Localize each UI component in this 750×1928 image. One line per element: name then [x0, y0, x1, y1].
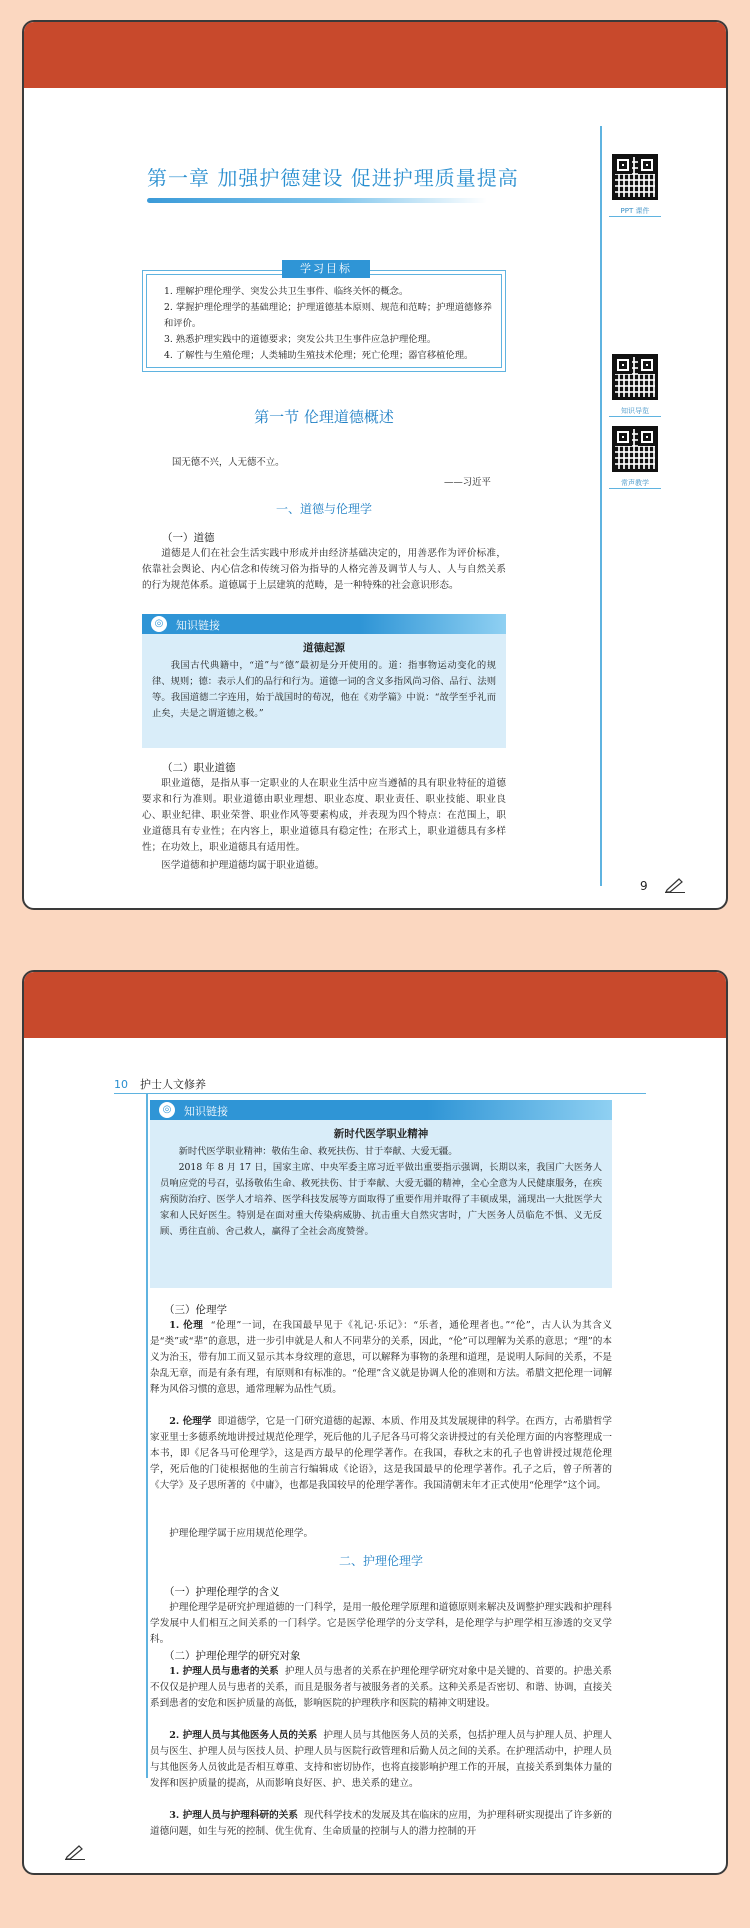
goal-item: 2. 掌握护理伦理学的基础理论；护理道德基本原则、规范和范畴；护理道德修养: [164, 302, 492, 313]
knowledge-link-text-1: 新时代医学职业精神：敬佑生命、救死扶伤、甘于奉献、大爱无疆。: [178, 1146, 458, 1157]
chapter-underline: [147, 198, 487, 203]
paragraph-nursing-ethics: 护理伦理学是研究护理道德的一门科学，是用一般伦理学原理和道德原则来解决及调整护理实践和护理科学发展中人们相互之间关系的一门科学。它是医学伦理学的分支学科，是伦理学与护理学相互渗透的交叉学科。: [150, 1602, 612, 1645]
subheading-professional-ethics: （二）职业道德: [162, 762, 236, 774]
subheading-nursing-ethics-meaning: （一）护理伦理学的含义: [164, 1586, 280, 1598]
running-page-number: 10: [114, 1078, 128, 1091]
qr-code-audio[interactable]: [612, 426, 658, 472]
page-number: 9: [640, 879, 648, 893]
pen-icon: [664, 877, 686, 893]
qr-caption-guide: 知识导览: [609, 406, 661, 417]
goal-item: 4. 了解性与生殖伦理；人类辅助生殖技术伦理；死亡伦理；器官移植伦理。: [164, 350, 474, 361]
lead-term: 3. 护理人员与护理科研的关系: [169, 1810, 299, 1821]
learning-goals-tag: 学习目标: [282, 260, 370, 278]
paragraph-body: 护理人员与患者的关系在护理伦理学研究对象中是关键的、首要的。护患关系不仅仅是护理人员与患者的关系，而且是服务者与被服务者的关系。这种关系是否密切、和谐、协调，直接关系到患者的安危和医护质量的高低，影响医院的护理秩序和医院的精神文明建设。: [150, 1666, 612, 1709]
subheading-research-object: （二）护理伦理学的研究对象: [164, 1650, 301, 1662]
qr-code-guide[interactable]: [612, 354, 658, 400]
subheading-morality: （一）道德: [162, 532, 215, 544]
paragraph-ethics-1: [150, 1318, 612, 1398]
knowledge-link-header: [142, 614, 506, 634]
epigraph-author: ——习近平: [444, 477, 491, 488]
goal-item: 1. 理解护理伦理学、突发公共卫生事件、临终关怀的概念。: [164, 286, 409, 297]
running-head: [114, 1076, 206, 1092]
paragraph-relation-patients: [150, 1664, 612, 1712]
margin-rule: [146, 1094, 148, 1778]
qr-caption-ppt: PPT 课件: [609, 206, 661, 217]
paragraph-morality: 道德是人们在社会生活实践中形成并由经济基础决定的，用善恶作为评价标准，依靠社会舆论、内心信念和传统习俗为指导的人格完善及调节人与人、人与自然关系的行为规范体系。道德属于上层建筑的范畴，是一种特殊的社会意识形态。: [142, 548, 506, 591]
running-book-title: 护士人文修养: [140, 1078, 206, 1091]
paragraph-body: 现代科学技术的发展及其在临床的应用，为护理科研实现提出了许多新的道德问题，如生与死的控制、优生优育、生命质量的控制与人的潜力控制的开: [150, 1810, 612, 1837]
knowledge-link-box: [150, 1100, 612, 1288]
page-header-band: [24, 972, 726, 1038]
paragraph-body: 即道德学，它是一门研究道德的起源、本质、作用及其发展规律的科学。在西方，古希腊哲学家亚里士多德系统地讲授过规范伦理学，死后他的儿子尼各马可将父亲讲授过的有关伦理方面的内容整理成一本书，即《尼各马可伦理学》，这是西方最早的伦理学著作。在我国，春秋之末的孔子也曾讲授过规范伦理学，死后他的门徒根据他的生前言行编辑成《论语》，这是我国最早的伦理学著作。孔子之后，曾子所著的《大学》及子思所著的《中庸》，也都是我国较早的伦理学著作。我国清朝末年才正式使用“伦理学”这个词。: [150, 1416, 612, 1491]
knowledge-link-text: 我国古代典籍中，“道”与“德”最初是分开使用的。道：指事物运动变化的规律、规则；德：表示人们的品行和行为。道德一词的含义多指风尚习俗、品行、法则等。我国道德二字连用，始于战国时的荀况，他在《劝学篇》中说：“故学至乎礼而止矣，夫是之谓道德之极。”: [152, 660, 496, 719]
link-badge-icon: ◎: [158, 1101, 176, 1119]
paragraph-ethics-2: [150, 1414, 612, 1494]
goal-item: 和评价。: [164, 318, 202, 329]
knowledge-link-text-2: 2018 年 8 月 17 日，国家主席、中央军委主席习近平做出重要指示强调，长期以来，我国广大医务人员响应党的号召，弘扬敬佑生命、救死扶伤、甘于奉献、大爱无疆的精神，全心全意为人民健康服务，在疾病预防治疗、医学人才培养、医学科技发展等方面取得了重要作用并取得了丰硕成果，涌现出一大批医学大家和人民好医生。特别是在面对重大传染病威胁、抗击重大自然灾害时，广大医务人员临危不惧、义无反顾、勇往直前、舍己救人，赢得了全社会高度赞誉。: [160, 1162, 602, 1237]
page-10: [22, 970, 728, 1875]
learning-goals-list: [164, 284, 494, 364]
lead-term: 2. 护理人员与其他医务人员的关系: [169, 1730, 318, 1741]
heading-morality-ethics: 一、道德与伦理学: [275, 502, 372, 516]
subheading-ethics: （三）伦理学: [164, 1304, 227, 1316]
qr-caption-audio: 常声教学: [609, 478, 661, 489]
goal-item: 3. 熟悉护理实践中的道德要求；突发公共卫生事件应急护理伦理。: [164, 334, 437, 345]
pen-icon: [64, 1844, 86, 1860]
page-header-band: [24, 22, 726, 88]
knowledge-link-box: [142, 614, 506, 748]
paragraph-ethics-3: 护理伦理学属于应用规范伦理学。: [169, 1528, 314, 1539]
page-9: [22, 20, 728, 910]
paragraph-medical-ethics: 医学道德和护理道德均属于职业道德。: [161, 860, 325, 871]
knowledge-link-header: [150, 1100, 612, 1120]
paragraph-body: “伦理”一词，在我国最早见于《礼记·乐记》：“乐者，通伦理者也。”“伦”，古人认为其含义是“类”或“辈”的意思，进一步引申就是人和人不同辈分的关系，因此，“伦”可以理解为关系的意思；“理”的本义为治玉，带有加工而又显示其本身纹理的意思，可以解释为事物的条理和道理，是说明人际间的关系，不是杂乱无章，而是有条有理，有原则和有标准的。“伦理”含义就是协调人伦的准则和方法。希腊文把伦理一词解释为风俗习惯的意思，通常理解为品性气质。: [150, 1320, 612, 1395]
qr-code-ppt[interactable]: [612, 154, 658, 200]
paragraph-professional-ethics: 职业道德，是指从事一定职业的人在职业生活中应当遵循的具有职业特征的道德要求和行为准则。职业道德由职业理想、职业态度、职业责任、职业技能、职业良心、职业纪律、职业荣誉、职业作风等要素构成，并表现为四个特点：在范围上，职业道德具有专业性；在内容上，职业道德具有稳定性；在形式上，职业道德具有多样性；在功效上，职业道德具有适用性。: [142, 778, 506, 853]
paragraph-body: 护理人员与其他医务人员的关系，包括护理人员与护理人员、护理人员与医生、护理人员与医技人员、护理人员与医院行政管理和后勤人员之间的关系。在护理活动中，护理人员与其他医务人员彼此是否相互尊重、支持和密切协作，也将直接影响护理工作的开展，直接关系到集体力量的发挥和医护质量的提高，从而影响良好医、护、患关系的建立。: [150, 1730, 613, 1789]
section-title: 第一节 伦理道德概述: [254, 408, 394, 426]
knowledge-link-label: 知识链接: [176, 619, 220, 632]
paragraph-relation-research: [150, 1808, 612, 1840]
lead-term: 1. 伦理: [169, 1320, 204, 1331]
link-badge-icon: ◎: [150, 615, 168, 633]
paragraph-relation-staff: [150, 1728, 612, 1792]
chapter-title: 第一章 加强护德建设 促进护理质量提高: [147, 166, 519, 190]
knowledge-link-title: 道德起源: [303, 642, 345, 654]
knowledge-link-title: 新时代医学职业精神: [333, 1128, 429, 1140]
heading-nursing-ethics: 二、护理伦理学: [338, 1554, 423, 1568]
lead-term: 2. 伦理学: [169, 1416, 212, 1427]
header-rule: [114, 1093, 646, 1094]
lead-term: 1. 护理人员与患者的关系: [169, 1666, 279, 1677]
margin-rule: [600, 126, 602, 886]
epigraph: 国无德不兴，人无德不立。: [172, 457, 285, 468]
knowledge-link-label: 知识链接: [184, 1105, 228, 1118]
